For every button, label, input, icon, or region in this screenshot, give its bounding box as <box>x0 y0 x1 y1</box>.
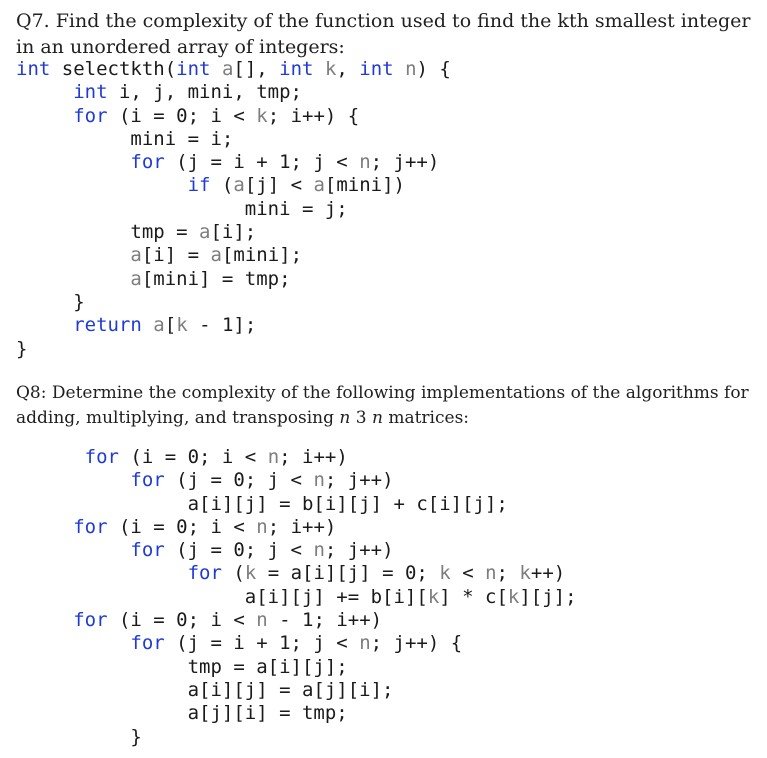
code-identifier: k <box>324 58 337 80</box>
code-text: ( <box>210 174 234 197</box>
code-text: a[i][j] = a[j][i]; <box>16 678 394 701</box>
code-keyword: int <box>279 58 314 80</box>
code-identifier: a <box>199 221 211 244</box>
code-text: ; i++) <box>279 446 348 468</box>
code-line <box>16 446 577 469</box>
code-identifier: n <box>359 632 371 655</box>
code-text: (i = 0; i < <box>118 446 268 468</box>
code-identifier: a <box>130 267 142 290</box>
code-line <box>16 221 451 244</box>
question-7-prompt: Q7. Find the complexity of the function used to find the kth smallest integer in an unordered array of integers: <box>16 10 751 58</box>
code-text: } <box>16 725 142 748</box>
code-line <box>16 539 577 562</box>
code-identifier: k <box>256 104 268 127</box>
code-identifier: k <box>176 314 188 337</box>
code-keyword: for <box>130 539 165 562</box>
code-line <box>16 268 451 291</box>
code-keyword: for <box>73 104 108 127</box>
q8-var-n-1: n <box>339 408 351 428</box>
code-text: mini = j; <box>16 197 348 220</box>
code-line <box>16 586 577 609</box>
code-text: [mini]; <box>221 244 303 267</box>
code-identifier: k <box>507 585 520 608</box>
code-identifier: n <box>359 151 371 174</box>
code-text: a[i][j] += b[i][ <box>16 585 428 608</box>
code-text: < <box>450 562 486 585</box>
code-text <box>16 609 73 631</box>
code-line <box>16 128 451 151</box>
code-line <box>16 291 451 314</box>
code-identifier: a <box>233 174 245 197</box>
code-text <box>394 58 405 80</box>
code-identifier: a <box>313 174 325 197</box>
code-text <box>16 268 130 290</box>
q8-prompt-start: Q8: Determine the complexity of the following implementations of the algorithms for adding, multiplying, and transposing <box>16 383 749 428</box>
code-keyword: for <box>130 151 165 174</box>
code-text: ( <box>221 562 245 585</box>
code-text: a[j][i] = tmp; <box>16 702 348 725</box>
code-text <box>16 81 73 103</box>
code-text: ; j++) <box>324 539 394 562</box>
code-line <box>16 562 577 585</box>
code-text: ; i++) <box>267 515 337 538</box>
code-text: (j = 0; j < <box>164 539 314 562</box>
code-text <box>16 539 130 561</box>
code-text: - 1; i++) <box>267 609 383 632</box>
code-identifier: n <box>313 539 325 562</box>
code-identifier: n <box>485 562 497 585</box>
code-text <box>16 516 73 538</box>
code-text: ; j++) { <box>370 632 463 655</box>
code-text: (j = 0; j < <box>164 469 314 492</box>
code-keyword: for <box>130 632 165 655</box>
code-line <box>16 469 577 492</box>
code-text: i, j, mini, tmp; <box>107 81 302 104</box>
code-text <box>16 105 73 127</box>
code-text: tmp = <box>16 221 200 244</box>
code-line <box>16 656 577 679</box>
code-line <box>16 726 577 749</box>
code-line <box>16 81 451 104</box>
code-line <box>16 516 577 539</box>
code-identifier: k <box>519 562 531 585</box>
code-text: ; j++) <box>324 469 394 492</box>
code-text: (i = 0; i < <box>107 104 257 127</box>
code-text: ; i++) { <box>267 104 360 127</box>
code-text: } <box>16 290 85 313</box>
code-line <box>16 151 451 174</box>
code-text <box>16 562 188 584</box>
code-text: [mini] = tmp; <box>141 267 291 290</box>
code-identifier: n <box>313 469 325 492</box>
code-text <box>16 632 130 654</box>
code-text: [i]; <box>210 221 257 244</box>
code-text <box>211 58 222 80</box>
code-line <box>16 493 577 516</box>
code-line <box>16 679 577 702</box>
code-text: ; <box>496 562 520 585</box>
code-identifier: n <box>267 446 280 468</box>
code-text: [j] < <box>244 174 314 197</box>
code-text: [], <box>233 58 280 80</box>
code-line <box>16 314 451 337</box>
code-text: ][j]; <box>519 585 577 608</box>
code-text <box>16 244 130 266</box>
code-text: , <box>336 58 360 80</box>
code-identifier: a <box>153 314 165 337</box>
code-text <box>16 469 130 491</box>
code-line <box>16 632 577 655</box>
code-text: } <box>16 337 28 360</box>
code-keyword: int <box>16 58 51 80</box>
code-text: [mini]) <box>324 174 405 197</box>
code-identifier: a <box>210 244 222 267</box>
code-keyword: for <box>130 469 165 492</box>
code-text: (j = i + 1; j < <box>164 632 360 655</box>
code-keyword: int <box>176 58 211 80</box>
code-text: ] * c[ <box>439 585 508 608</box>
code-text: selectkth( <box>50 58 177 80</box>
code-keyword: for <box>73 609 108 632</box>
q8-prompt-end: matrices: <box>382 408 470 428</box>
code-identifier: a <box>130 244 142 267</box>
code-keyword: for <box>187 562 222 585</box>
code-text <box>16 446 85 468</box>
code-line <box>16 702 577 725</box>
code-keyword: int <box>359 58 394 80</box>
code-text <box>16 174 188 196</box>
code-text <box>16 151 130 173</box>
code-line <box>16 105 451 128</box>
code-identifier: n <box>256 609 268 632</box>
code-keyword: int <box>73 81 108 104</box>
code-text <box>314 58 325 80</box>
code-text: [i] = <box>141 244 211 267</box>
code-text: - 1]; <box>187 314 257 337</box>
code-text: tmp = a[i][j]; <box>16 655 348 678</box>
code-block-q7 <box>16 58 451 361</box>
code-identifier: k <box>244 562 257 585</box>
code-keyword: for <box>84 446 119 468</box>
code-line <box>16 198 451 221</box>
code-identifier: a <box>221 58 234 80</box>
code-text: ; j++) <box>370 151 440 174</box>
code-text: a[i][j] = b[i][j] + c[i][j]; <box>16 492 508 515</box>
code-text: [ <box>164 314 177 337</box>
code-line <box>16 244 451 267</box>
code-keyword: for <box>73 515 108 538</box>
code-line <box>16 58 451 81</box>
question-8-prompt <box>16 381 764 431</box>
q8-prompt-mid: 3 <box>350 408 372 428</box>
code-identifier: n <box>256 515 268 538</box>
code-keyword: return <box>73 314 142 337</box>
code-identifier: n <box>405 58 417 80</box>
code-keyword: if <box>187 174 211 197</box>
q8-var-n-2: n <box>371 408 383 428</box>
code-line <box>16 174 451 197</box>
code-text: (i = 0; i < <box>107 609 257 632</box>
code-text: = a[i][j] = 0; <box>256 562 440 585</box>
code-identifier: k <box>427 585 440 608</box>
code-block-q8 <box>16 446 577 749</box>
code-text <box>142 314 153 336</box>
code-text <box>16 314 73 336</box>
code-text: (j = i + 1; j < <box>164 151 360 174</box>
code-text: ) { <box>416 58 451 80</box>
code-line <box>16 609 577 632</box>
code-identifier: k <box>439 562 451 585</box>
code-line <box>16 338 451 361</box>
code-text: (i = 0; i < <box>107 515 257 538</box>
code-text: mini = i; <box>16 127 234 150</box>
code-text: ++) <box>530 562 566 585</box>
